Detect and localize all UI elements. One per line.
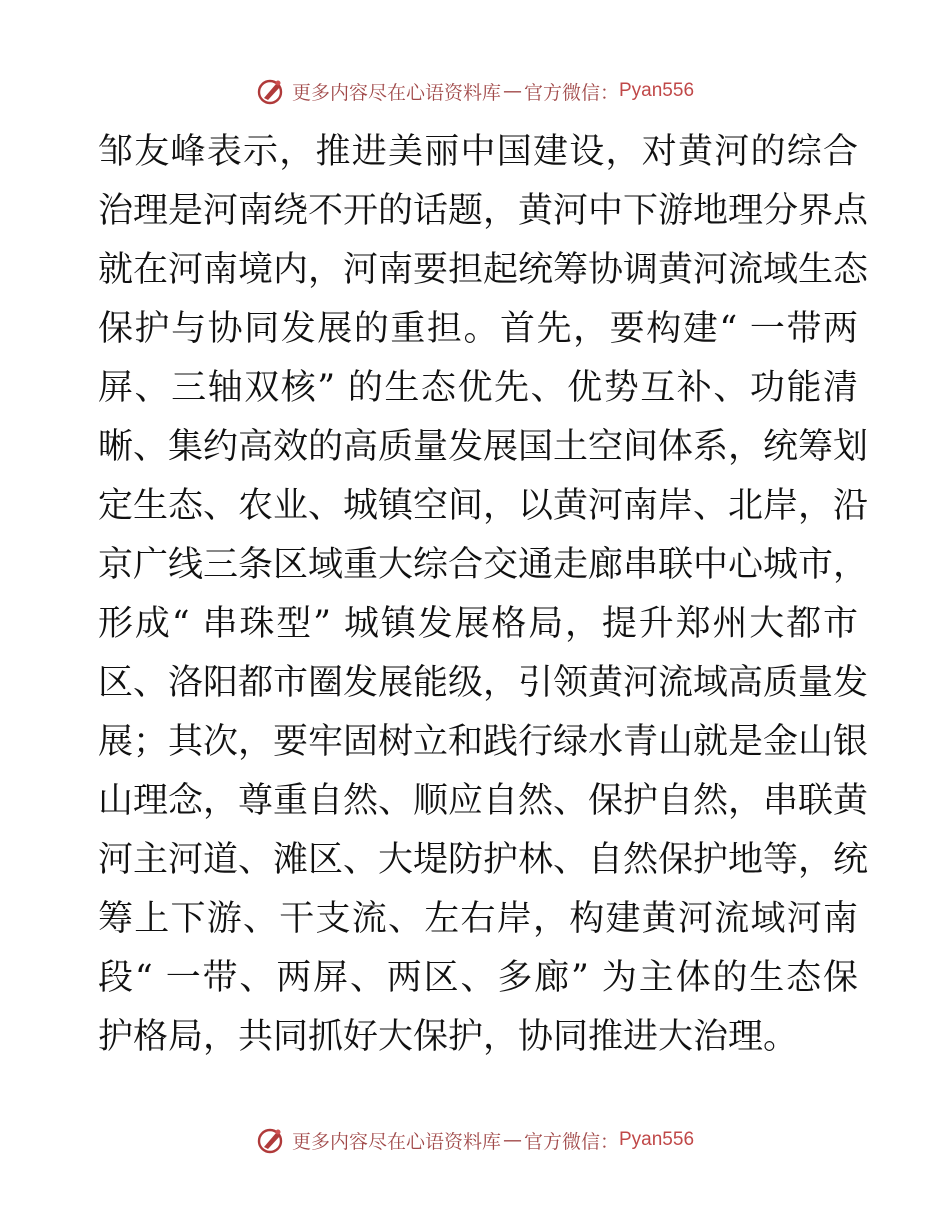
body-line: 保护与协同发展的重担。首先，要构建“ 一带两 xyxy=(98,309,858,349)
pen-logo-icon xyxy=(256,1125,286,1155)
body-line: 屏、三轴双核” 的生态优先、优势互补、功能清 xyxy=(98,368,858,408)
body-line: 段“ 一带、两屏、两区、多廊” 为主体的生态保 xyxy=(98,958,858,998)
body-line: 治理是河南绕不开的话题，黄河中下游地理分界点 xyxy=(98,191,869,231)
watermark-account: Pyan556 xyxy=(619,80,695,101)
pen-logo-icon xyxy=(256,76,286,106)
body-line: 形成“ 串珠型” 城镇发展格局，提升郑州大都市 xyxy=(98,604,858,644)
watermark-wechat-label: 官方微信： xyxy=(523,1130,619,1153)
body-line: 护格局，共同抓好大保护，协同推进大治理。 xyxy=(98,1017,799,1057)
document-body xyxy=(98,123,869,1067)
body-line: 展；其次，要牢固树立和践行绿水青山就是金山银 xyxy=(98,722,869,762)
footer-watermark xyxy=(0,1120,950,1160)
header-watermark xyxy=(0,71,950,111)
body-line: 京广线三条区域重大综合交通走廊串联中心城市， xyxy=(98,545,869,585)
watermark-dash: — xyxy=(502,80,522,102)
watermark-wechat-label: 官方微信： xyxy=(523,81,619,104)
body-line: 晰、集约高效的高质量发展国土空间体系，统筹划 xyxy=(98,427,869,467)
watermark-text: 更多内容尽在心语资料库 xyxy=(291,1130,501,1153)
body-line: 区、洛阳都市圈发展能级，引领黄河流域高质量发 xyxy=(98,663,869,703)
watermark-text: 更多内容尽在心语资料库 xyxy=(291,81,501,104)
body-line: 山理念，尊重自然、顺应自然、保护自然，串联黄 xyxy=(98,781,869,821)
body-line: 河主河道、滩区、大堤防护林、自然保护地等，统 xyxy=(98,840,869,880)
body-line: 邹友峰表示，推进美丽中国建设，对黄河的综合 xyxy=(98,132,858,172)
body-line: 就在河南境内，河南要担起统筹协调黄河流域生态 xyxy=(98,250,869,290)
body-line: 定生态、农业、城镇空间，以黄河南岸、北岸，沿 xyxy=(98,486,869,526)
watermark-dash: — xyxy=(502,1129,522,1151)
body-line: 筹上下游、干支流、左右岸，构建黄河流域河南 xyxy=(98,899,858,939)
watermark-account: Pyan556 xyxy=(619,1129,695,1150)
